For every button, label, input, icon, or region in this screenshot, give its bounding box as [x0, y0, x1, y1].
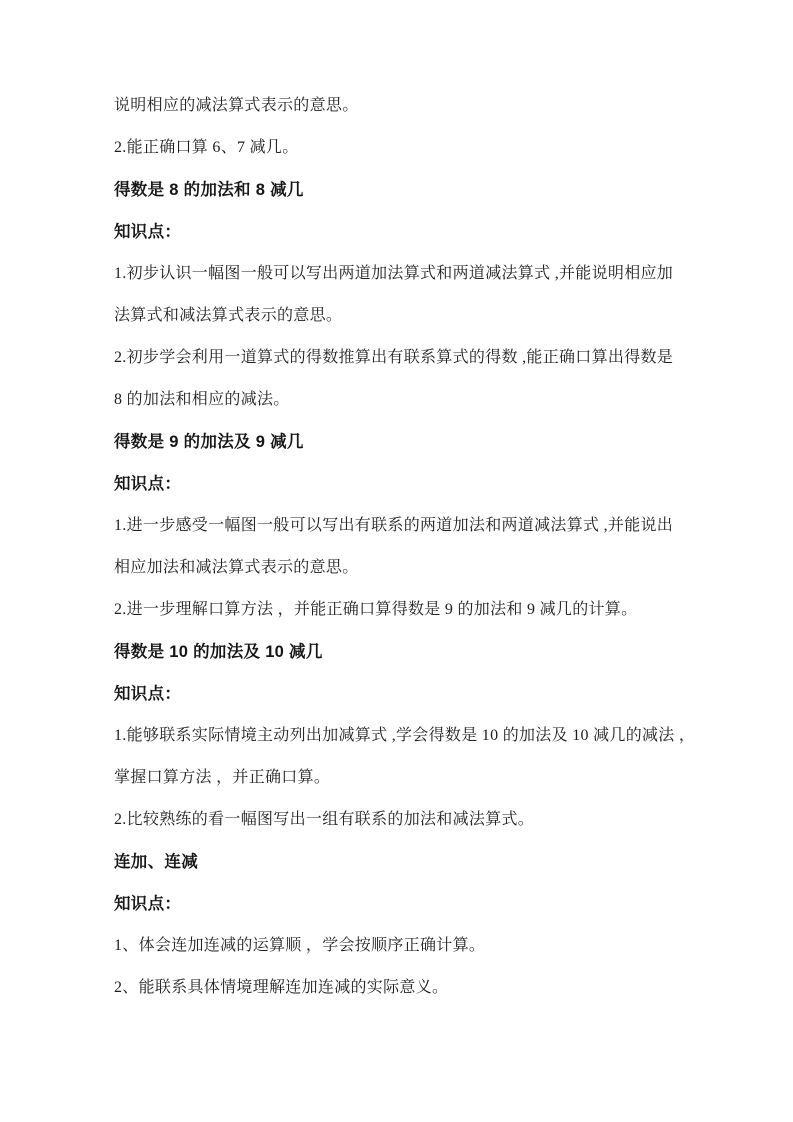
knowledge-point-line: 2.进一步理解口算方法 ，并能正确口算得数是 9 的加法和 9 减几的计算。 [114, 601, 638, 618]
knowledge-points-label: 知识点： [114, 223, 182, 241]
knowledge-points-label: 知识点： [114, 475, 182, 493]
knowledge-points-label: 知识点： [114, 685, 182, 703]
text-column [114, 85, 698, 1009]
paragraph-continuation-line: 8 的加法和相应的减法。 [114, 391, 290, 408]
knowledge-point-line: 1.能够联系实际情境主动列出加减算式 ,学会得数是 10 的加法及 10 减几的减法 ， [114, 727, 696, 744]
paragraph-continuation-line: 相应加法和减法算式表示的意思。 [114, 559, 359, 576]
knowledge-point-line: 1.初步认识一幅图一般可以写出两道加法算式和两道减法算式 ,并能说明相应加 [114, 265, 674, 282]
knowledge-point-line: 2.比较熟练的看一幅图写出一组有联系的加法和减法算式。 [114, 811, 535, 828]
knowledge-point-line: 2.能正确口算 6、7 减几。 [114, 139, 299, 156]
paragraph-continuation-line: 掌握口算方法 ，并正确口算。 [114, 769, 331, 786]
paragraph-continuation-line: 说明相应的减法算式表示的意思。 [114, 97, 359, 114]
knowledge-point-line: 2、能联系具体情境理解连加连减的实际意义。 [114, 979, 449, 996]
section-heading-sum-8: 得数是 8 的加法和 8 减几 [114, 181, 304, 199]
section-heading-sum-9: 得数是 9 的加法及 9 减几 [114, 433, 304, 451]
section-heading-lianjia-lianjian: 连加、连减 [114, 853, 198, 871]
knowledge-point-line: 2.初步学会利用一道算式的得数推算出有联系算式的得数 ,能正确口算出得数是 [114, 349, 674, 366]
section-heading-sum-10: 得数是 10 的加法及 10 减几 [114, 643, 323, 661]
knowledge-points-label: 知识点： [114, 895, 182, 913]
paragraph-continuation-line: 法算式和减法算式表示的意思。 [114, 307, 343, 324]
knowledge-point-line: 1、体会连加连减的运算顺 ，学会按顺序正确计算。 [114, 937, 486, 954]
knowledge-point-line: 1.进一步感受一幅图一般可以写出有联系的两道加法和两道减法算式 ,并能说出 [114, 517, 674, 534]
